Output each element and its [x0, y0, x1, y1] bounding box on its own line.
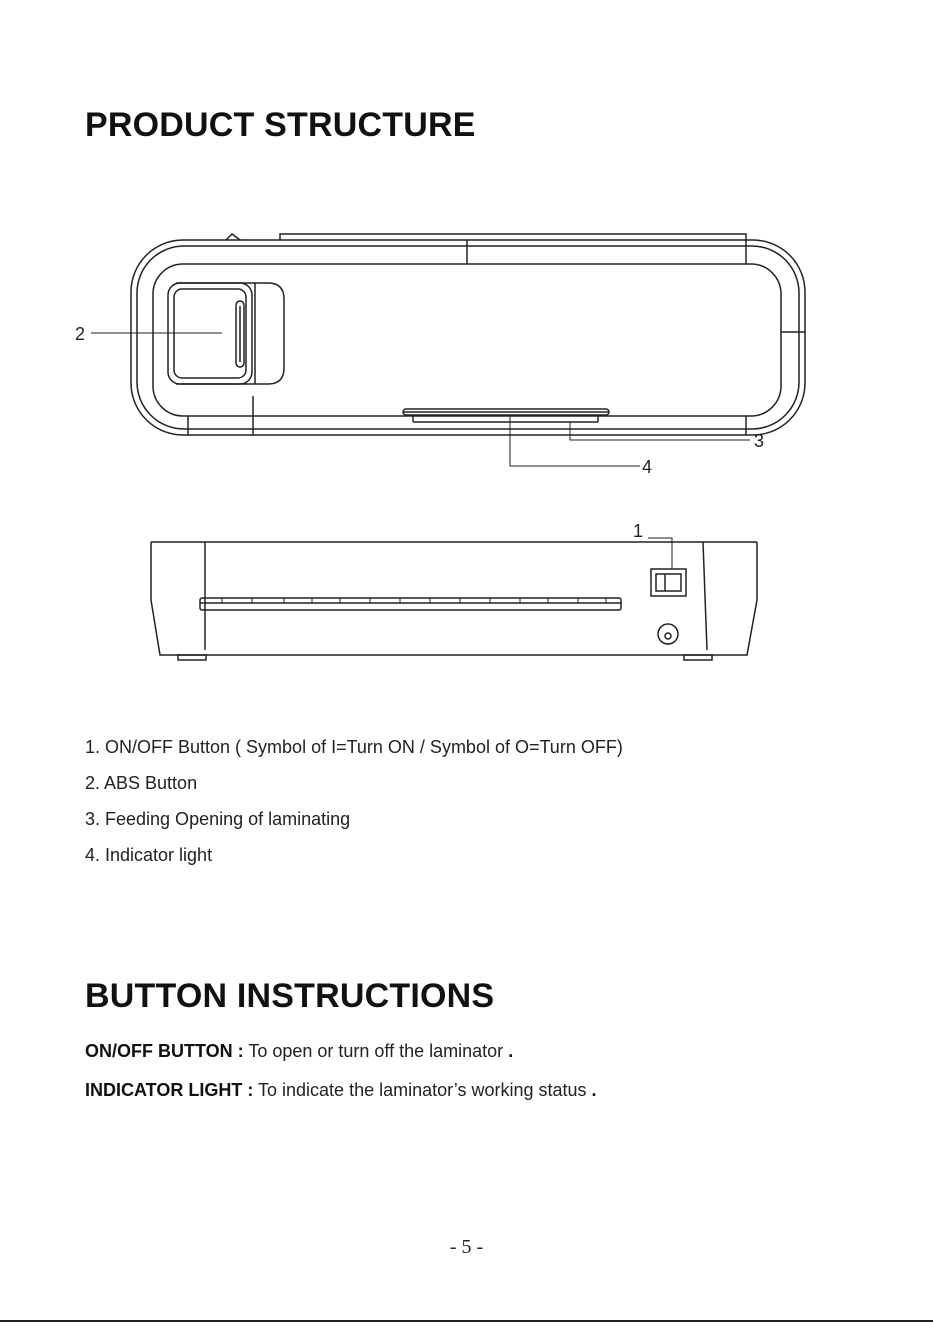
instruction-onoff: [85, 1041, 513, 1062]
bottom-rule: [0, 1320, 933, 1322]
section-title-product-structure: PRODUCT STRUCTURE: [85, 106, 476, 144]
section-title-button-instructions: BUTTON INSTRUCTIONS: [85, 977, 495, 1015]
instruction-end: .: [508, 1041, 514, 1061]
part-item-abs: 2. ABS Button: [85, 773, 198, 793]
callout-2: 2: [75, 324, 86, 344]
instruction-label: INDICATOR LIGHT :: [85, 1080, 254, 1100]
instruction-label: ON/OFF BUTTON :: [85, 1041, 244, 1061]
instruction-end: .: [591, 1080, 597, 1100]
instruction-text: To indicate the laminator’s working status: [258, 1080, 587, 1100]
instruction-text: To open or turn off the laminator: [248, 1041, 504, 1061]
part-item-onoff: 1. ON/OFF Button ( Symbol of I=Turn ON / Symbol of O=Turn OFF): [85, 737, 623, 757]
callout-4: 4: [642, 457, 653, 477]
laminator-front-view: [151, 538, 757, 660]
part-item-feeding: 3. Feeding Opening of laminating: [85, 809, 351, 829]
laminator-top-view: [91, 234, 805, 466]
callout-1: 1: [633, 521, 644, 541]
instruction-indicator: [85, 1080, 597, 1101]
page-number: - 5 -: [449, 1236, 484, 1258]
callout-3: 3: [754, 431, 765, 451]
part-item-indicator: 4. Indicator light: [85, 845, 213, 865]
